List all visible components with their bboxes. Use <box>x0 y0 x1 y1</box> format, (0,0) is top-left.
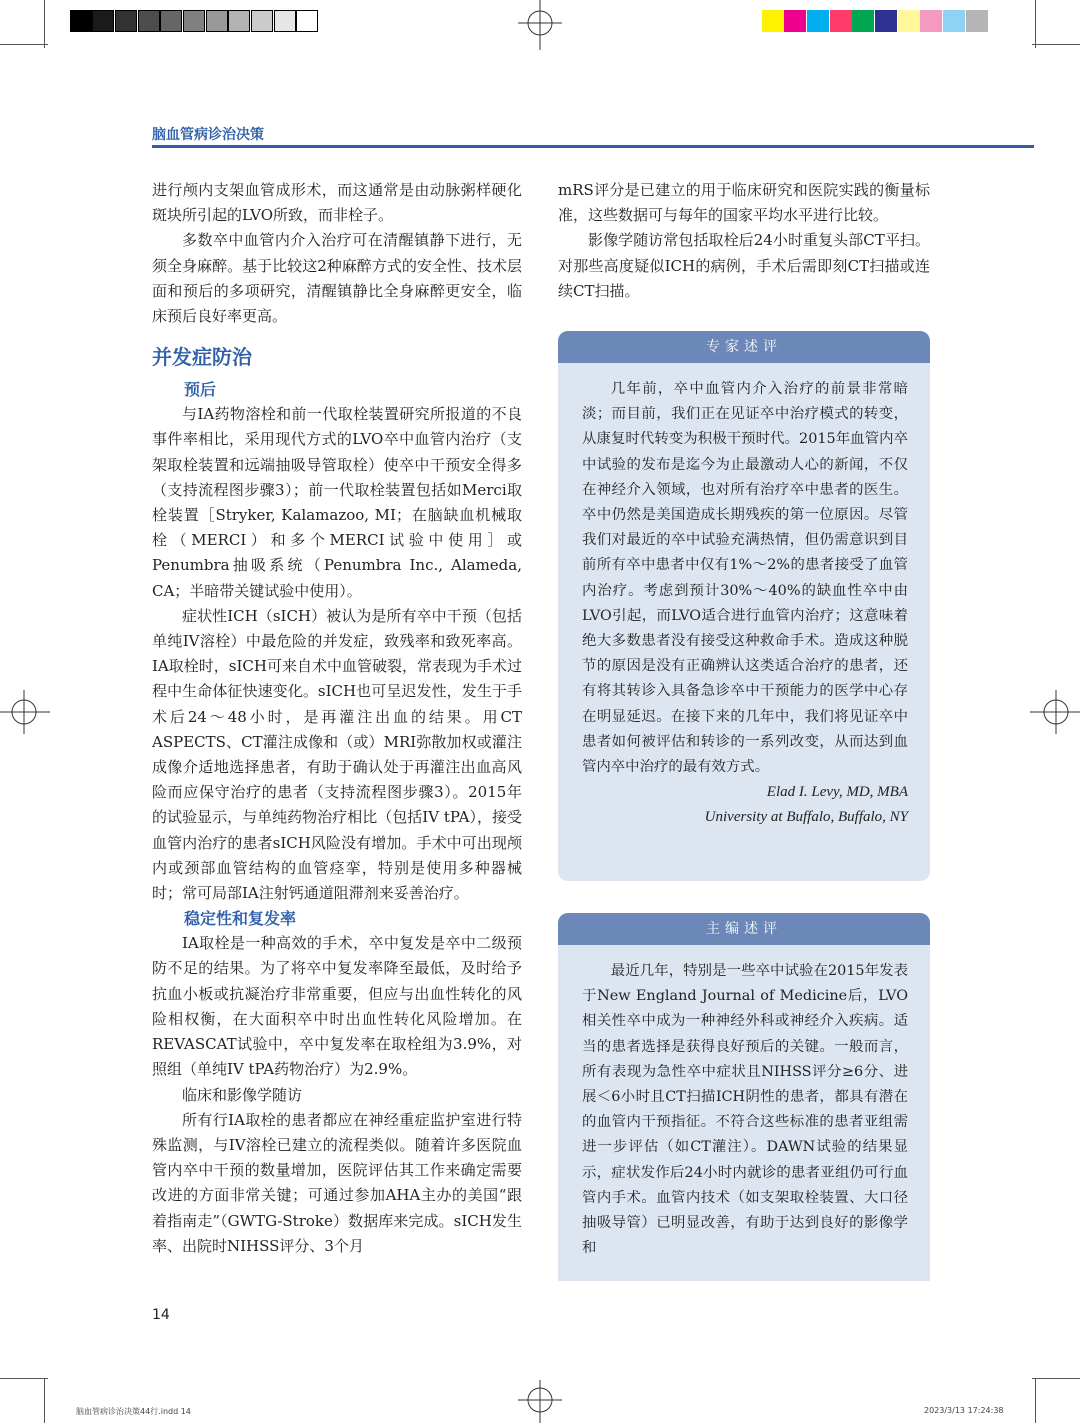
registration-mark-top <box>518 0 562 50</box>
paragraph: 与IA药物溶栓和前一代取栓装置研究所报道的不良事件率相比，采用现代方式的LVO卒中血管内治疗（支架取栓装置和远端抽吸导管取栓）使卒中干预安全得多（支持流程图步骤3）；前一代取栓装置包括如Merci取栓装置［Stryker, Kalamazoo, MI；在脑缺血机械取栓（MERCI）和多个MERCI试验中使用］或Penumbra抽吸系统（Penumbra Inc., Alameda, CA；半暗带关键试验中使用）。 <box>152 405 522 600</box>
footer-filename: 脑血管病诊治决策44行.indd 14 <box>76 1407 191 1416</box>
footer-timestamp: 2023/3/13 17:24:38 <box>924 1406 1004 1415</box>
crop-mark <box>1032 44 1080 45</box>
section-title: 并发症防治 <box>152 345 252 370</box>
registration-mark-left <box>0 690 50 734</box>
page-number: 14 <box>152 1307 170 1323</box>
editor-commentary-body: 最近几年，特别是一些卒中试验在2015年发表于New England Journal of Medicine后，LVO相关性卒中成为一种神经外科或神经介入疾病。适当的患者选择是获得良好预后的关键。一般而言，所有表现为急性卒中症状且NIHSS评分≥6分、进展＜6小时且CT扫描ICH阴性的患者，都具有潜在的血管内干预指征。不符合这些标准的患者亚组需进一步评估（如CT灌注）。DAWN试验的结果显示，症状发作后24小时内就诊的患者亚组仍可行血管内手术。血管内技术（如支架取栓装置、大口径抽吸导管）已明显改善，有助于达到良好的影像学和 <box>582 963 908 1257</box>
crop-mark <box>44 0 45 48</box>
paragraph: 多数卒中血管内介入治疗可在清醒镇静下进行，无须全身麻醉。基于比较这2种麻醉方式的安全性、技术层面和预后的多项研究，清醒镇静比全身麻醉更安全，临床预后良好率更高。 <box>152 231 522 326</box>
expert-commentary-title: 专家述评 <box>558 331 930 363</box>
subsection-title: 预后 <box>184 380 217 400</box>
color-calibration-bar <box>762 0 1012 40</box>
paragraph: 症状性ICH（sICH）被认为是所有卒中干预（包括单纯IV溶栓）中最危险的并发症，致残率和致死率高。IA取栓时，sICH可来自术中血管破裂，常表现为手术过程中生命体征快速变化。sICH也可呈迟发性，发生于手术后24～48小时，是再灌注出血的结果。用CT ASPECTS、CT灌注成像和（或）MRI弥散加权或灌注成像介适地选择患者，有助于确认处于再灌注出血高风险而应保守治疗的患者（支持流程图步骤3）。2015年的试验显示，与单纯药物治疗相比（包括IV tPA），接受血管内治疗的患者sICH风险没有增加。手术中可出现颅内或颈部血管结构的血管痉挛，特别是使用多种器械时；常可局部IA注射钙通道阻滞剂来妥善治疗。 <box>152 606 522 903</box>
commentary-author: Elad I. Levy, MD, MBA <box>766 784 908 801</box>
crop-mark <box>1032 1378 1080 1379</box>
registration-mark-bottom <box>518 1380 562 1423</box>
commentary-affiliation: University at Buffalo, Buffalo, NY <box>704 809 908 826</box>
subsection-title: 临床和影像学随访 <box>182 1085 303 1104</box>
left-column <box>152 178 522 1259</box>
header-rule <box>152 145 1034 148</box>
paragraph: 所有行IA取栓的患者都应在神经重症监护室进行特殊监测，与IV溶栓已建立的流程类似。随着许多医院血管内卒中干预的数量增加，医院评估其工作来确定需要改进的方面非常关键；可通过参加AHA主办的美国“跟着指南走”（GWTG-Stroke）数据库来完成。sICH发生率、出院时NIHSS评分、3个月 <box>152 1110 522 1255</box>
crop-mark <box>1035 0 1036 48</box>
right-column <box>558 178 930 304</box>
crop-mark <box>0 44 48 45</box>
paragraph: mRS评分是已建立的用于临床研究和医院实践的衡量标准，这些数据可与每年的国家平均水平进行比较。 <box>558 181 930 225</box>
crop-mark <box>0 1378 48 1379</box>
crop-mark <box>1035 1378 1036 1423</box>
registration-mark-right <box>1030 690 1080 734</box>
expert-commentary-box <box>558 331 930 881</box>
expert-commentary-body: 几年前，卒中血管内介入治疗的前景非常暗淡；而目前，我们正在见证卒中治疗模式的转变，从康复时代转变为积极干预时代。2015年血管内卒中试验的发布是迄今为止最激动人心的新闻，不仅在神经介入领域，也对所有治疗卒中患者的医生。卒中仍然是美国造成长期残疾的第一位原因。尽管我们对最近的卒中试验充满热情，但仍需意识到目前所有卒中患者中仅有1%～2%的患者接受了血管内治疗。考虑到预计30%～40%的缺血性卒中由LVO引起，而LVO适合进行血管内治疗；这意味着绝大多数患者没有接受这种救命手术。造成这种脱节的原因是没有正确辨认这类适合治疗的患者，还有将其转诊入具备急诊卒中干预能力的医学中心存在明显延迟。在接下来的几年中，我们将见证卒中患者如何被评估和转诊的一系列改变，从而达到血管内卒中治疗的最有效方式。 <box>582 381 908 776</box>
crop-mark <box>44 1378 45 1423</box>
subsection-title: 稳定性和复发率 <box>184 909 297 929</box>
paragraph: IA取栓是一种高效的手术，卒中复发是卒中二级预防不足的结果。为了将卒中复发率降至最低，及时给予抗血小板或抗凝治疗非常重要，但应与出血性转化的风险相权衡，在大面积卒中时出血性转化风险增加。在REVASCAT试验中，卒中复发率在取栓组为3.9%，对照组（单纯IV tPA药物治疗）为2.9%。 <box>152 934 522 1079</box>
paragraph: 影像学随访常包括取栓后24小时重复头部CT平扫。对那些高度疑似ICH的病例，手术后需即刻CT扫描或连续CT扫描。 <box>558 231 930 300</box>
running-head: 脑血管病诊治决策 <box>152 127 264 143</box>
grayscale-calibration-bar <box>70 0 330 40</box>
editor-commentary-title: 主编述评 <box>558 913 930 945</box>
editor-commentary-box <box>558 913 930 1281</box>
paragraph: 进行颅内支架血管成形术，而这通常是由动脉粥样硬化斑块所引起的LVO所致，而非栓子。 <box>152 181 522 225</box>
